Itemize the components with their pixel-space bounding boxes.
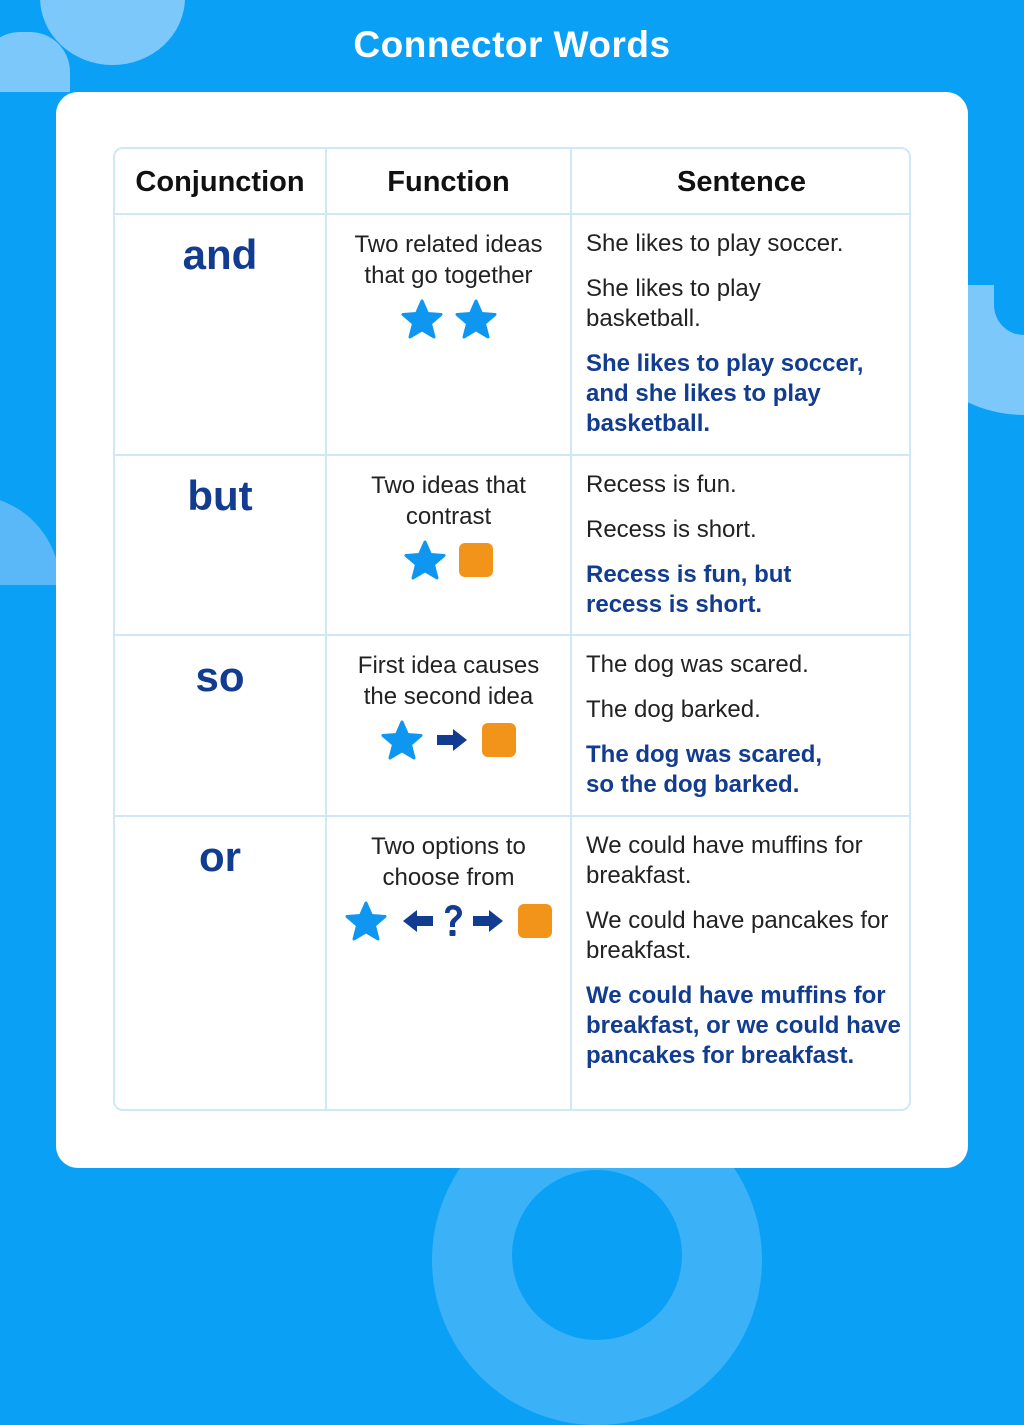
function-icons	[327, 720, 570, 760]
combined-sentence	[586, 740, 906, 800]
function-description	[327, 650, 570, 712]
header-sentence: Sentence	[677, 165, 806, 198]
function-line: Two ideas that	[371, 472, 526, 499]
function-icons	[327, 299, 570, 339]
example-after: recess is short.	[586, 591, 763, 618]
conjunction-table	[113, 147, 911, 1111]
conjunction-word: or	[199, 833, 241, 880]
square-icon	[517, 903, 553, 939]
function-icons	[327, 901, 570, 941]
example-before: She likes to play soccer,	[586, 350, 864, 377]
content-card	[56, 92, 968, 1168]
function-line: choose from	[382, 864, 515, 891]
function-line: Two options to	[371, 833, 526, 860]
square-icon	[458, 542, 494, 578]
arrow-right-icon	[471, 908, 503, 934]
conjunction-word: and	[182, 231, 258, 278]
example-after: she likes to play basketball.	[586, 380, 821, 437]
page-title: Connector Words	[353, 24, 671, 65]
example-before: Recess is fun,	[586, 561, 748, 588]
function-line: that go together	[364, 262, 533, 289]
function-description	[327, 470, 570, 532]
example-connector: and	[586, 380, 629, 407]
sentence-two: Recess is short.	[586, 516, 757, 543]
sentence-two: She likes to play basketball.	[586, 275, 761, 332]
background-shape-decoration	[0, 495, 60, 585]
function-line: Two related ideas	[354, 231, 543, 258]
background-shape-cutout	[512, 1170, 682, 1340]
sentence-two: We could have pancakes for breakfast.	[586, 907, 889, 964]
sentence-one: She likes to play soccer.	[586, 230, 844, 257]
star-icon	[401, 299, 443, 339]
function-description	[327, 831, 570, 893]
row-divider	[115, 454, 909, 456]
row-divider	[115, 815, 909, 817]
function-icons	[327, 540, 570, 580]
column-divider	[570, 149, 572, 1109]
example-connector: or	[706, 1012, 731, 1039]
conjunction-word: so	[195, 653, 245, 700]
star-icon	[404, 540, 446, 580]
example-connector: so	[586, 771, 615, 798]
square-icon	[481, 722, 517, 758]
example-before: The dog was scared,	[586, 741, 823, 768]
sentence-one: Recess is fun.	[586, 471, 737, 498]
header-function: Function	[387, 165, 510, 198]
sentence-one: We could have muffins for breakfast.	[586, 832, 863, 889]
sentence-one: The dog was scared.	[586, 651, 809, 678]
star-icon	[345, 901, 387, 941]
star-icon	[455, 299, 497, 339]
example-connector: but	[754, 561, 792, 588]
header-conjunction: Conjunction	[135, 165, 305, 198]
function-line: the second idea	[363, 683, 534, 710]
question-mark-icon	[441, 903, 465, 939]
combined-sentence	[586, 560, 906, 620]
row-divider	[115, 634, 909, 636]
function-description	[327, 229, 570, 291]
arrow-left-icon	[403, 908, 435, 934]
example-before: We could have muffins for breakfast,	[586, 982, 886, 1039]
function-line: First idea causes	[357, 652, 540, 679]
arrow-right-icon	[435, 727, 469, 753]
example-after: we could have pancakes for breakfast.	[586, 1012, 901, 1069]
combined-sentence	[586, 981, 906, 1071]
conjunction-word: but	[187, 472, 253, 519]
sentence-two: The dog barked.	[586, 696, 761, 723]
function-line: contrast	[405, 503, 492, 530]
column-divider	[325, 149, 327, 1109]
star-icon	[381, 720, 423, 760]
combined-sentence	[586, 349, 906, 439]
example-after: the dog barked.	[620, 771, 800, 798]
